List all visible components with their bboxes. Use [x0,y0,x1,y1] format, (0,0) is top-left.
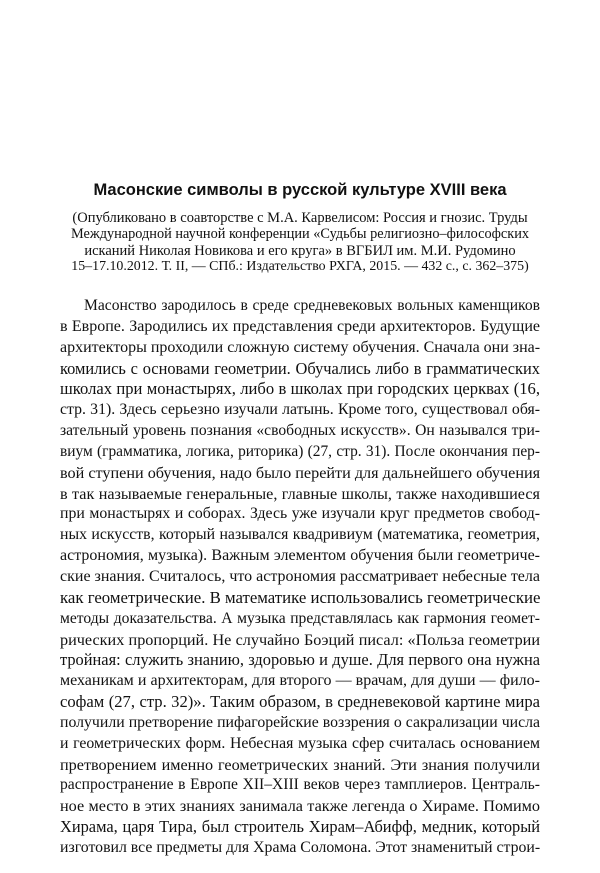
body-line: ных искусств, который назывался квадривиум (математика, геометрия, [60,526,540,544]
body-line: виум (грамматика, логика, риторика) (27, стр. 31). После окончания пер- [60,442,540,460]
body-line: Хирама, царя Тира, был строитель Хирам–Абифф, медник, который [60,817,540,837]
body-line: в так называемые генеральные, главные школы, также находившиеся [60,484,540,503]
publication-note-line: (Опубликовано в соавторстве с М.А. Карвелисом: Россия и гнозис. Труды [72,210,528,226]
body-line: получили претворение пифагорейские воззрения о сакрализации числа [60,713,540,731]
body-line: зательный уровень познания «свободных искусств». Он назывался три- [60,422,540,440]
body-line: в Европе. Зародились их представления среди архитекторов. Будущие [60,317,540,335]
article-title: Масонские символы в русской культуре XVIII века [93,181,507,199]
body-line: при монастырях и соборах. Здесь уже изучали круг предметов свобод- [60,505,540,523]
body-line: школах при монастырях, либо в школах при городских церквах (16, [60,379,540,399]
body-line: архитекторы проходили сложную систему обучения. Сначала они зна- [60,338,540,356]
body-line: механикам и архитекторам, для второго — врачам, для души — фило- [60,672,540,690]
body-line: и геометрических форм. Небесная музыка сфер считалась основанием [60,734,540,752]
body-line: стр. 31). Здесь серьезно изучали латынь. Кроме того, существовал обя- [60,401,540,419]
publication-note-line: исканий Николая Новикова и его круга» в ВГБИЛ им. М.И. Рудомино [84,242,516,259]
body-line: вой ступени обучения, надо было перейти для дальнейшего обучения [60,463,540,482]
publication-note-line: 15–17.10.2012. Т. II, — СПб.: Издательство РХГА, 2015. — 432 с., с. 362–375) [71,258,529,274]
body-line: астрономия, музыка). Важным элементом обучения были геометриче- [60,547,540,565]
body-line: ские знания. Считалось, что астрономия рассматривает небесные тела [60,567,540,585]
body-line: методы доказательства. А музыка представлялась как гармония геомет- [60,609,540,627]
body-line: распространение в Европе XII–XIII веков через тамплиеров. Централь- [60,776,540,794]
body-line: ное место в этих знаниях занимала также легенда о Хираме. Помимо [60,797,540,816]
body-line: претворением именно геометрических знаний. Эти знания получили [60,755,540,774]
body-line: изготовил все предметы для Храма Соломона. Этот знаменитый строи- [60,838,540,856]
body-line: Масонство зародилось в среде средневековых вольных каменщиков [84,297,540,314]
body-line: тройная: служить знанию, здоровью и душе. Для первого она нужна [60,650,540,670]
body-line: комились с основами геометрии. Обучались либо в грамматических [60,358,540,378]
body-line: софам (27, стр. 32)». Таким образом, в средневековой картине мира [60,692,540,712]
body-text [60,296,540,859]
body-line: рических пропорций. Не случайно Боэций писал: «Польза геометрии [60,630,540,649]
publication-note-line: Международной научной конференции «Судьбы религиозно–философских [70,226,530,243]
body-line: как геометрические. В математике использовались геометрические [60,587,540,607]
publication-note [70,210,530,275]
